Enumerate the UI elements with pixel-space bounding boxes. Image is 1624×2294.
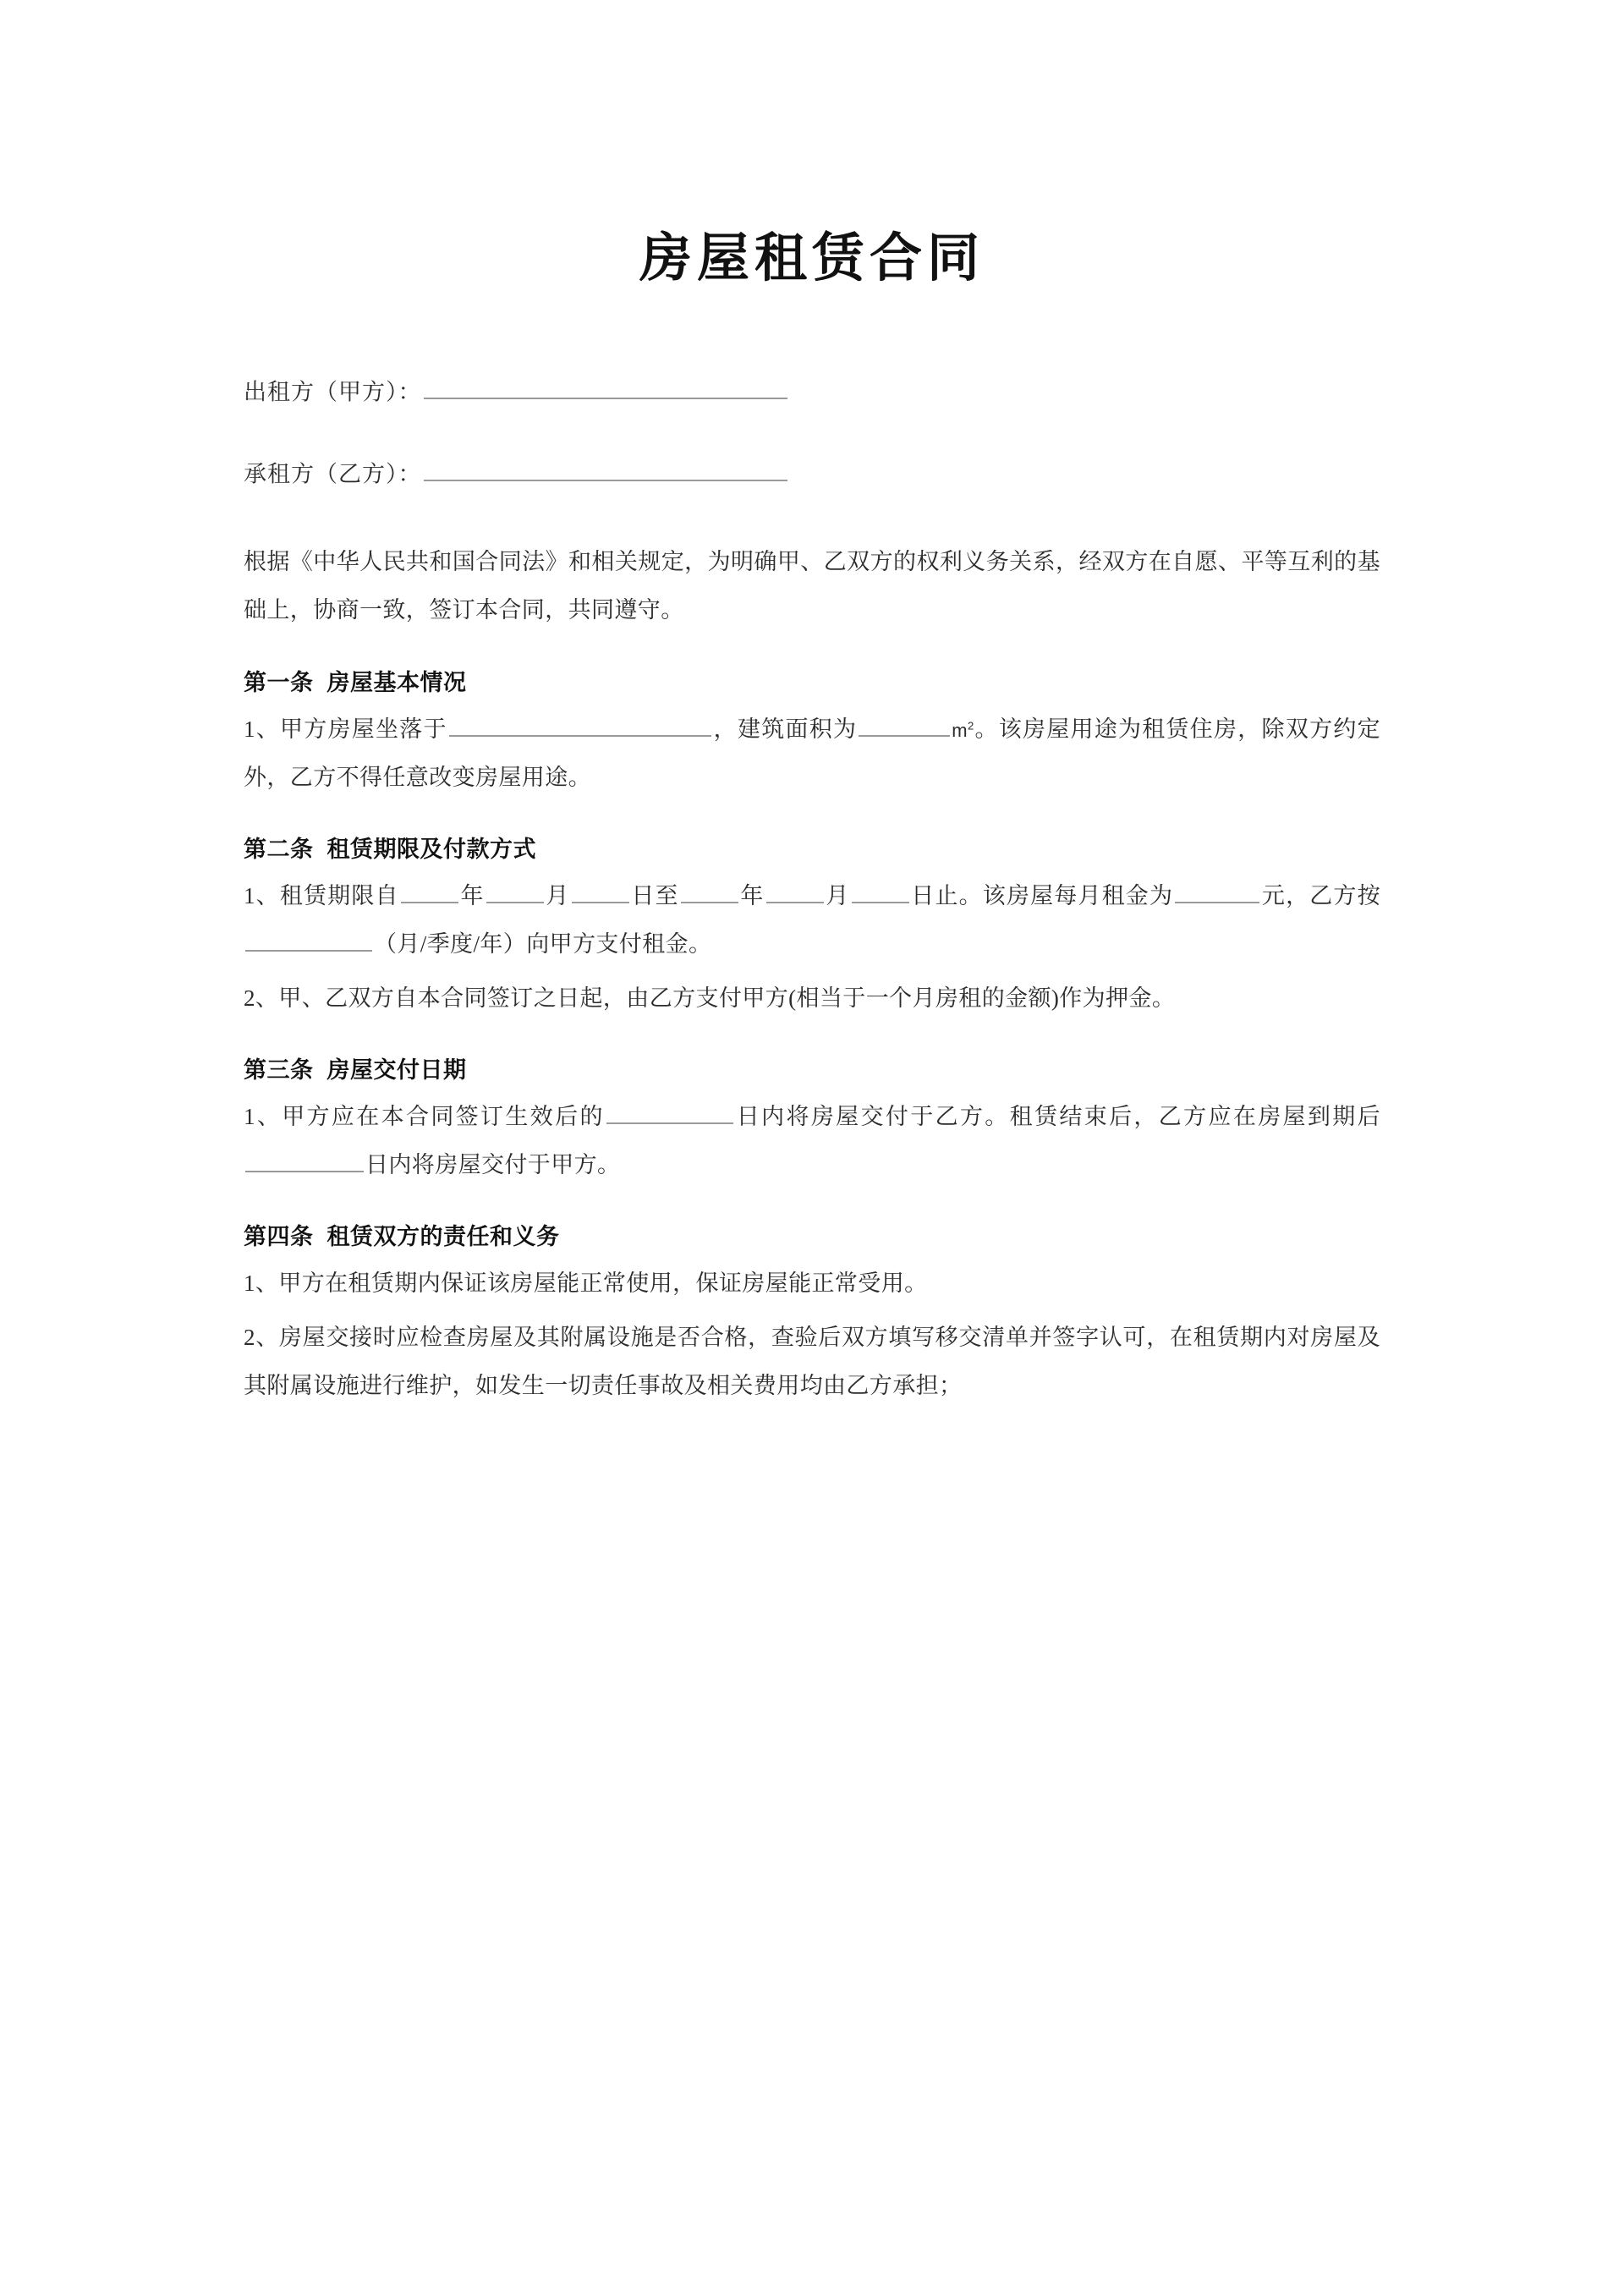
clause-text: 月 (825, 883, 850, 909)
clause-text: 。该房屋用途为租赁住房，除双方约定外，乙方不得任意改变房屋用途。 (244, 716, 1380, 790)
section-number: 第一条 (244, 669, 314, 695)
lessee-name-field[interactable] (424, 456, 787, 481)
blank-field[interactable] (245, 926, 372, 952)
blank-field[interactable] (572, 878, 629, 903)
lessor-name-field[interactable] (424, 374, 787, 399)
clause-paragraph (244, 705, 1380, 802)
clause-text: 元，乙方按 (1261, 883, 1380, 909)
section-heading (244, 664, 1380, 697)
clause-text: 年 (459, 883, 485, 909)
preamble-paragraph: 根据《中华人民共和国合同法》和相关规定，为明确甲、乙双方的权利义务关系，经双方在自愿、平等互利的基础上，协商一致，签订本合同，共同遵守。 (244, 549, 1380, 623)
clause-text: ，建筑面积为 (712, 716, 858, 742)
section-heading (244, 1218, 1380, 1251)
clause-paragraph (244, 1314, 1380, 1410)
clause-text: 日内将房屋交付于甲方。 (365, 1152, 621, 1178)
section-number: 第四条 (244, 1224, 314, 1250)
clause-text: 月 (545, 883, 570, 909)
clause-text: 2、甲、乙双方自本合同签订之日起，由乙方支付甲方(相当于一个月房租的金额)作为押金。 (244, 985, 1176, 1011)
lessee-line (244, 456, 1380, 486)
clause-text: 1、甲方应在本合同签订生效后的 (244, 1103, 605, 1129)
blank-field[interactable] (766, 878, 824, 903)
lessee-label: 承租方（乙方）： (244, 461, 422, 487)
area-unit-exponent: 2 (967, 719, 974, 733)
clause-text: 日止。该房屋每月租金为 (910, 883, 1174, 909)
clause-text: 2、房屋交接时应检查房屋及其附属设施是否合格，查验后双方填写移交清单并签字认可，在租赁期内对房屋及其附属设施进行维护，如发生一切责任事故及相关费用均由乙方承担； (244, 1324, 1380, 1398)
lessor-label: 出租方（甲方）： (244, 378, 422, 404)
blank-field[interactable] (859, 711, 950, 736)
clause-paragraph (244, 1260, 1380, 1308)
section-title: 房屋交付日期 (326, 1056, 467, 1083)
clause-text: 1、甲方在租赁期内保证该房屋能正常使用，保证房屋能正常受用。 (244, 1270, 928, 1297)
blank-field[interactable] (401, 878, 458, 903)
page-title: 房屋租赁合同 (639, 230, 985, 288)
blank-field[interactable] (449, 711, 711, 736)
section-title: 租赁期限及付款方式 (326, 837, 536, 863)
clause-text: 日内将房屋交付于乙方。租赁结束后，乙方应在房屋到期后 (734, 1103, 1381, 1129)
section-number: 第二条 (244, 837, 314, 863)
document-body (244, 0, 1380, 1410)
clause-text: （月/季度/年）向甲方支付租金。 (374, 931, 712, 958)
blank-field[interactable] (1175, 878, 1259, 903)
lessor-line (244, 374, 1380, 403)
blank-field[interactable] (681, 878, 738, 903)
area-unit: $m^2$ (952, 719, 974, 741)
sections-container (244, 664, 1380, 1410)
section-number: 第三条 (244, 1056, 314, 1083)
clause-paragraph (244, 872, 1380, 969)
section-title: 租赁双方的责任和义务 (326, 1224, 560, 1250)
clause-text: 1、租赁期限自 (244, 883, 399, 909)
blank-field[interactable] (852, 878, 909, 903)
clause-text: 日至 (630, 883, 679, 909)
clause-text: 1、甲方房屋坐落于 (244, 716, 447, 742)
clause-text: 年 (739, 883, 765, 909)
section-heading (244, 1051, 1380, 1084)
clause-paragraph (244, 1093, 1380, 1189)
blank-field[interactable] (245, 1147, 364, 1172)
blank-field[interactable] (606, 1098, 733, 1123)
clause-paragraph (244, 974, 1380, 1023)
party-block (244, 374, 1380, 486)
section-heading (244, 831, 1380, 864)
blank-field[interactable] (486, 878, 544, 903)
section-title: 房屋基本情况 (326, 669, 467, 695)
